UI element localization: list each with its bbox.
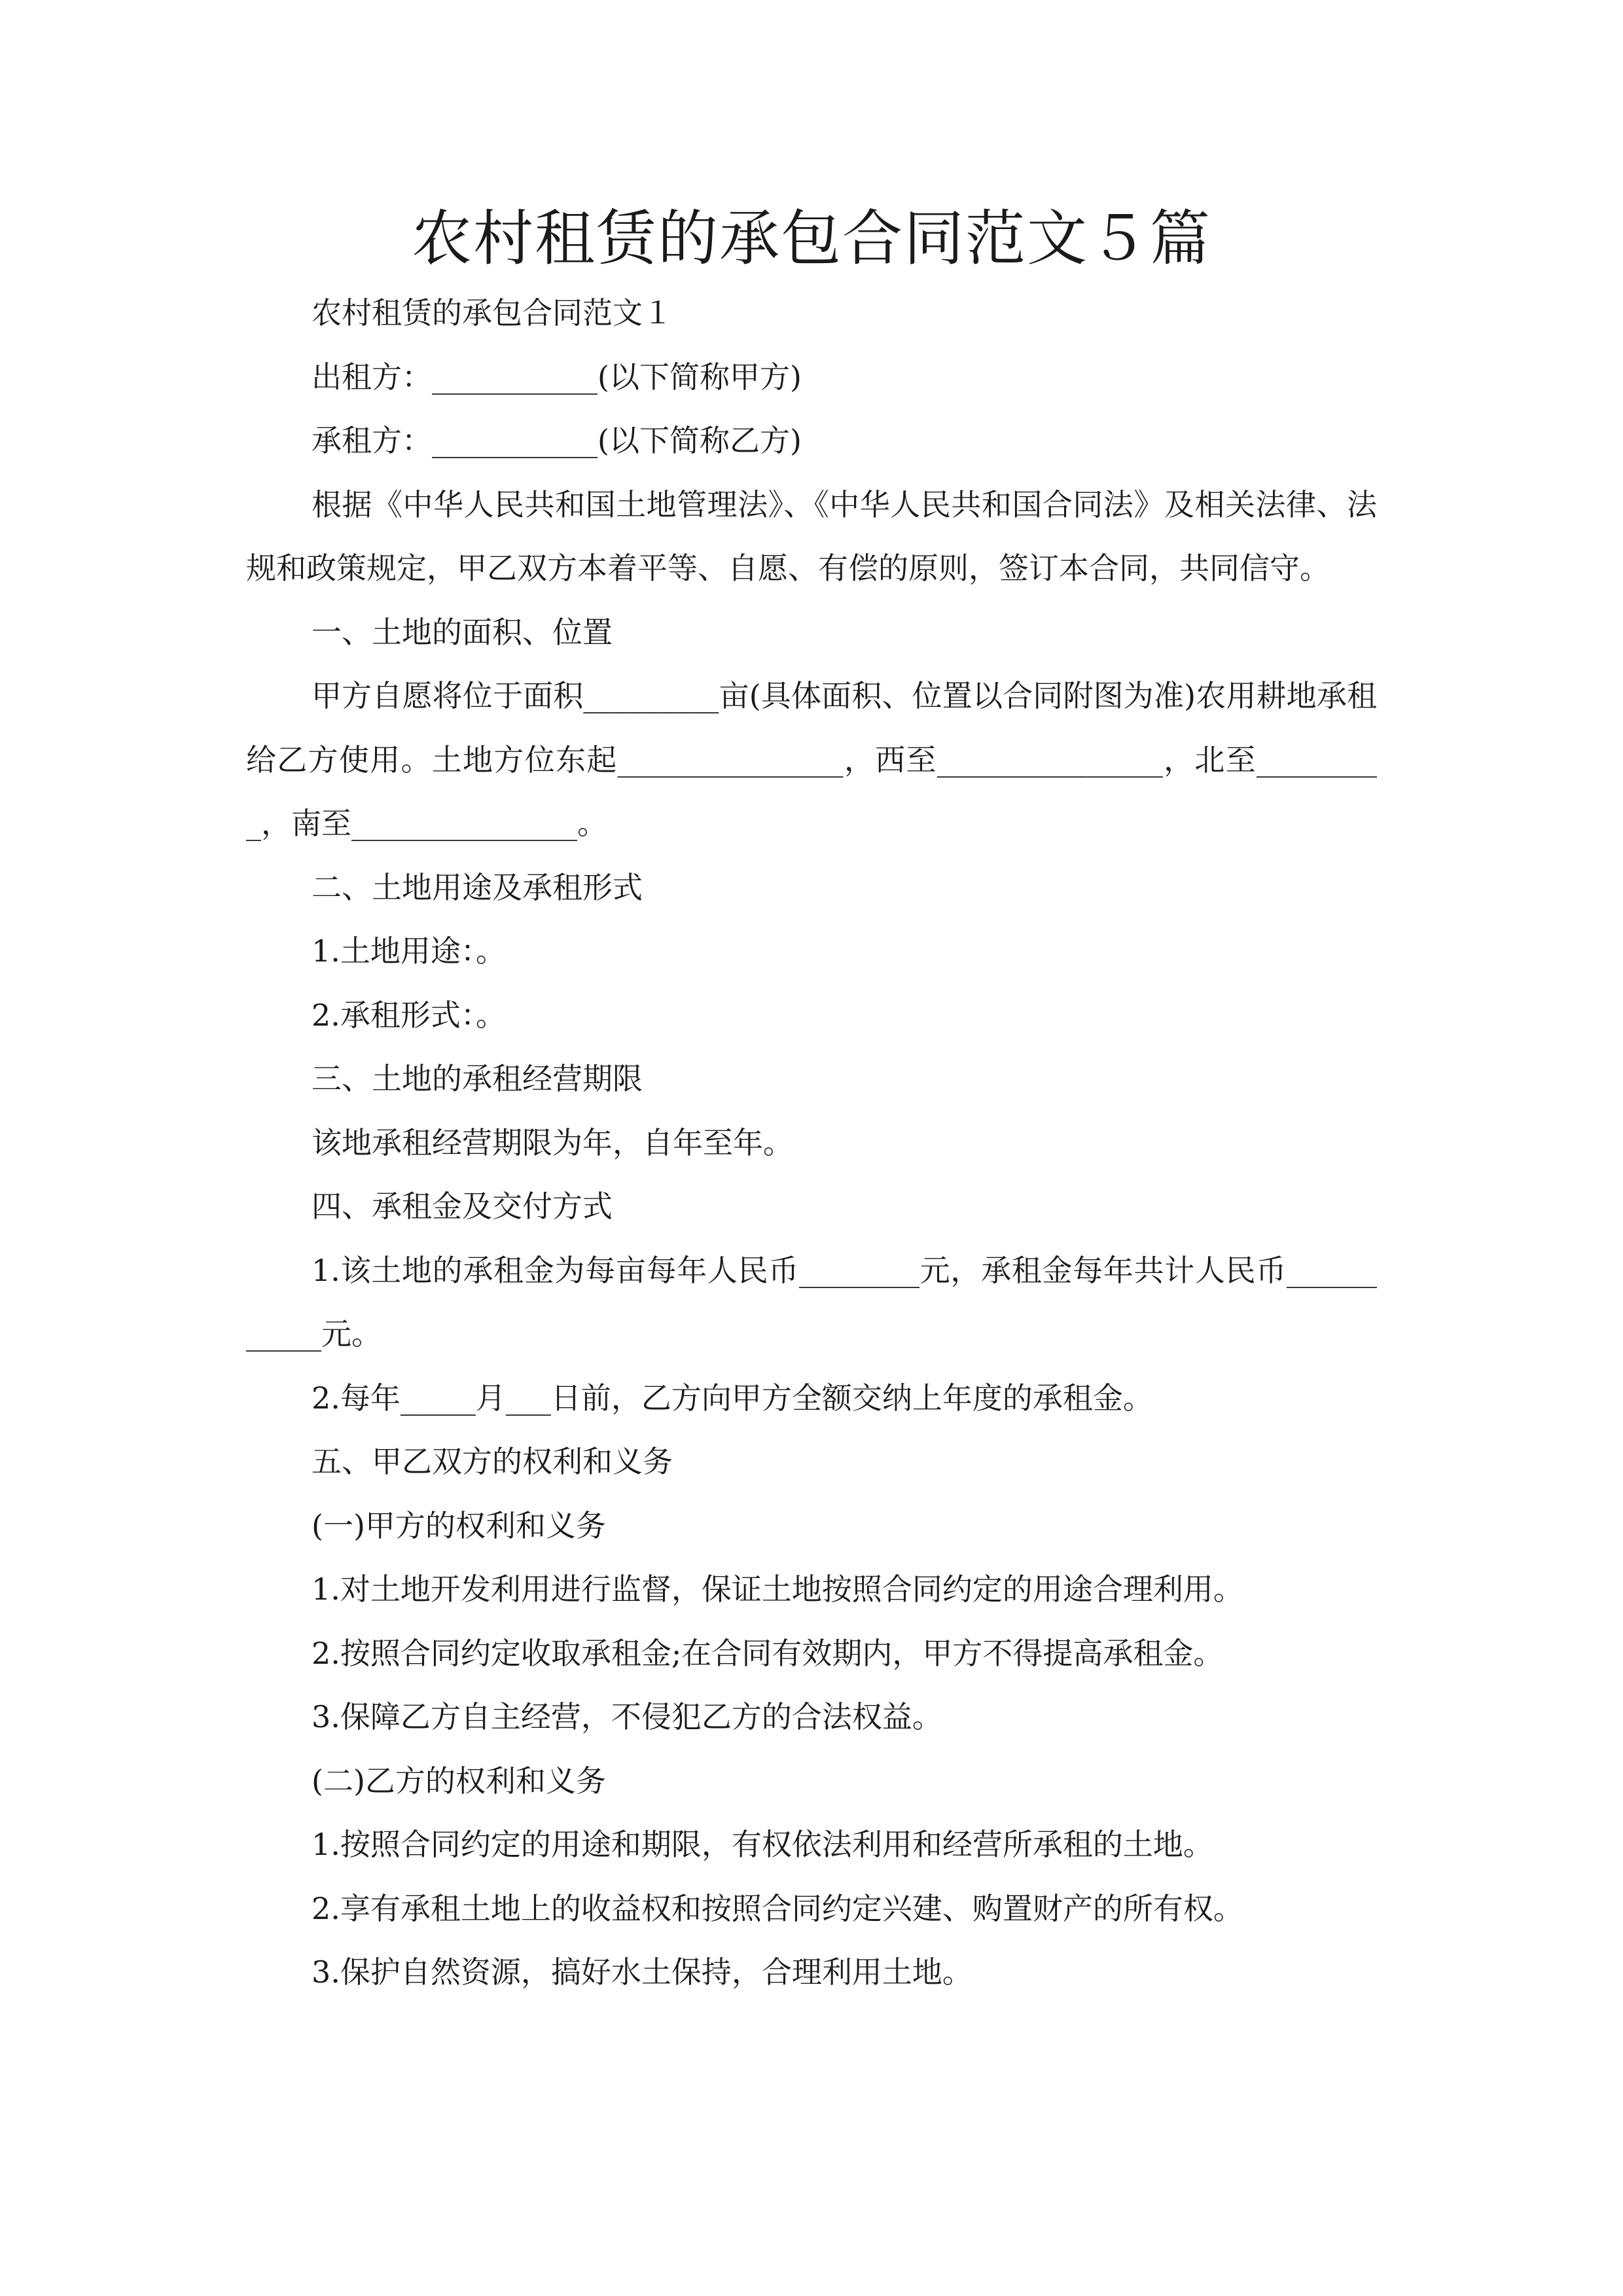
paragraph-lessor: 出租方：___________(以下简称甲方) (312, 359, 802, 395)
paragraph-preamble: 根据《中华人民共和国土地管理法》、《中华人民共和国合同法》及相关法律、法规和政策规定，甲乙双方本着平等、自愿、有偿的原则，签订本合同，共同信守。 (246, 486, 1377, 586)
paragraph-party-a-3: 3.保障乙方自主经营，不侵犯乙方的合法权益。 (312, 1699, 942, 1734)
paragraph-party-a-1: 1.对土地开发利用进行监督，保证土地按照合同约定的用途合理利用。 (312, 1571, 1243, 1607)
heading-rent-payment: 四、承租金及交付方式 (312, 1189, 613, 1224)
paragraph-party-a-2: 2.按照合同约定收取承租金;在合同有效期内，甲方不得提高承租金。 (312, 1635, 1224, 1671)
paragraph-land-use: 1.土地用途：。 (312, 933, 506, 969)
paragraph-land-area: 甲方自愿将位于面积_________亩(具体面积、位置以合同附图为准)农用耕地承租给乙方使用。土地方位东起_______________，西至_______________，北至_________，南至_______________。 (246, 678, 1377, 841)
paragraph-lessee: 承租方：___________(以下简称乙方) (312, 423, 802, 458)
document-title: 农村租赁的承包合同范文５篇 (411, 204, 1211, 274)
heading-party-a: (一)甲方的权利和义务 (312, 1507, 606, 1543)
paragraph-lease-form: 2.承租形式：。 (312, 997, 506, 1033)
heading-land-use: 二、土地用途及承租形式 (312, 869, 643, 905)
heading-land-area-location: 一、土地的面积、位置 (312, 614, 613, 650)
paragraph-party-b-1: 1.按照合同约定的用途和期限，有权依法利用和经营所承租的土地。 (312, 1827, 1213, 1862)
paragraph-party-b-3: 3.保护自然资源，搞好水土保持，合理利用土地。 (312, 1954, 972, 1990)
paragraph-rent-due: 2.每年_____月___日前，乙方向甲方全额交纳上年度的承租金。 (312, 1380, 1153, 1416)
document-body (246, 281, 1377, 2005)
heading-lease-term: 三、土地的承租经营期限 (312, 1061, 643, 1096)
paragraph-lease-term: 该地承租经营期限为年，自年至年。 (312, 1124, 793, 1160)
paragraph-rent-amount: 1.该土地的承租金为每亩每年人民币________元，承租金每年共计人民币___________元。 (246, 1252, 1377, 1352)
paragraph-party-b-2: 2.享有承租土地上的收益权和按照合同约定兴建、购置财产的所有权。 (312, 1890, 1243, 1926)
paragraph-section-title: 农村租赁的承包合同范文１ (312, 295, 673, 331)
heading-rights-obligations: 五、甲乙双方的权利和义务 (312, 1444, 673, 1479)
heading-party-b: (二)乙方的权利和义务 (312, 1763, 606, 1799)
